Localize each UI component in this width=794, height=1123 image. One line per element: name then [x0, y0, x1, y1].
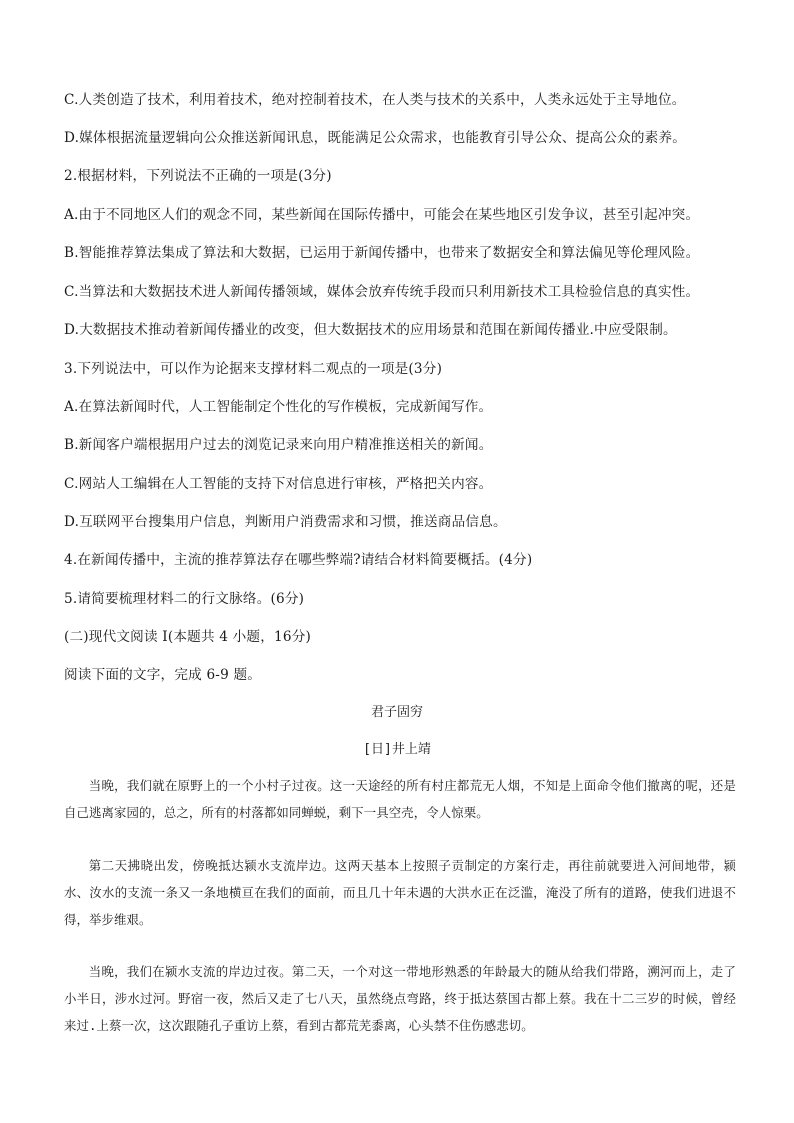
- q2-option-c: C.当算法和大数据技术进人新闻传播领域，媒体会放弃传统手段而只利用新技术工具检验信息的真实性。: [64, 284, 700, 300]
- q5-stem: 5.请简要梳理材料二的行文脉络。(6分): [64, 591, 305, 607]
- q3-option-c: C.网站人工编辑在人工智能的支持下对信息进行审核，严格把关内容。: [64, 476, 493, 492]
- q2-option-a: A.由于不同地区人们的观念不同，某些新闻在国际传播中，可能会在某些地区引发争议，甚至引起冲突。: [64, 207, 700, 223]
- q4-stem: 4.在新闻传播中，主流的推荐算法存在哪些弊端?请结合材料简要概括。(4分): [64, 552, 533, 568]
- q2-option-d: D.大数据技术推动着新闻传播业的改变，但大数据技术的应用场景和范围在新闻传播业.中应受限制。: [64, 322, 677, 338]
- q3-option-d: D.互联网平台搜集用户信息，判断用户消费需求和习惯，推送商品信息。: [64, 514, 507, 530]
- q2-stem: 2.根据材料，下列说法不正确的一项是(3分): [64, 168, 332, 184]
- q2-option-b: B.智能推荐算法集成了算法和大数据，已运用于新闻传播中，也带来了数据安全和算法偏见等伦理风险。: [64, 245, 700, 261]
- q3-stem: 3.下列说法中，可以作为论据来支撑材料二观点的一项是(3分): [64, 361, 443, 377]
- q3-option-b: B.新闻客户端根据用户过去的浏览记录来向用户精准推送相关的新闻。: [64, 437, 493, 453]
- q3-option-a: A.在算法新闻时代，人工智能制定个性化的写作模板，完成新闻写作。: [64, 399, 493, 415]
- q1-option-c: C.人类创造了技术，利用着技术，绝对控制着技术，在人类与技术的关系中，人类永远处于主导地位。: [64, 92, 686, 108]
- q1-option-d: D.媒体根据流量逻辑向公众推送新闻讯息，既能满足公众需求，也能教育引导公众、提高公众的素养。: [64, 130, 687, 146]
- story-title: 君子固穷: [370, 705, 423, 720]
- section-heading: (二)现代文阅读 I(本题共 4 小题，16分): [64, 629, 312, 645]
- story-paragraph-1: 当晚，我们就在原野上的一个小村子过夜。这一天途经的所有村庄都荒无人烟，不知是上面命令他们撤离的呢，还是自己逃离家园的，总之，所有的村落都如同蝉蜕，剩下一具空壳，令人惊栗。: [64, 778, 736, 820]
- reading-instruction: 阅读下面的文字，完成 6-9 题。: [64, 667, 262, 683]
- story-paragraph-2: 第二天拂晓出发，傍晚抵达颍水支流岸边。这两天基本上按照子贡制定的方案行走，再往前就要进入河间地带，颍水、汝水的支流一条又一条地横亘在我们的面前，而且几十年未遇的大洪水正在泛滥，淹没了所有的道路，使我们进退不得，举步维艰。: [64, 858, 736, 927]
- story-author: [日]井上靖: [363, 742, 431, 757]
- story-paragraph-3: 当晚，我们在颍水支流的岸边过夜。第二天，一个对这一带地形熟悉的年龄最大的随从给我们带路，溯河而上，走了小半日，涉水过河。野宿一夜，然后又走了七八天，虽然绕点弯路，终于抵达蔡国古都上蔡。我在十二三岁的时候，曾经来过.上蔡一次，这次跟随孔子重访上蔡，看到古都荒芜黍离，心头禁不住伤感悲切。: [64, 964, 736, 1033]
